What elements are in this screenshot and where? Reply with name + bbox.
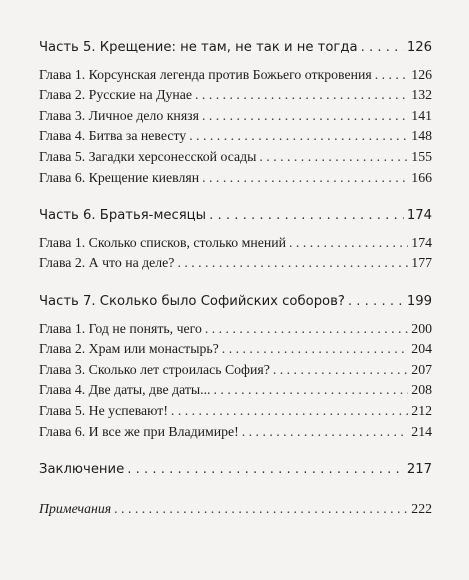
page-number: 200 [411, 320, 432, 336]
dot-leader [205, 319, 408, 340]
part-title: Часть 6. Братья-месяцы [39, 208, 207, 224]
part-title: Часть 7. Сколько было Софийских соборов? [39, 293, 345, 309]
page-number: 217 [406, 462, 432, 478]
page-number: 214 [411, 423, 432, 439]
dot-leader [273, 360, 408, 381]
page-number: 212 [411, 402, 432, 418]
chapter-title: Глава 4. Две даты, две даты... [39, 382, 211, 398]
dot-leader [209, 206, 404, 227]
dot-leader [202, 106, 408, 127]
toc-chapter [39, 253, 432, 274]
toc-chapter [39, 401, 432, 422]
dot-leader [189, 126, 408, 147]
dot-leader [289, 233, 408, 254]
dot-leader [375, 65, 409, 86]
dot-leader [214, 380, 409, 401]
page-number: 177 [411, 255, 432, 271]
chapter-title: Глава 4. Битва за невесту [39, 128, 187, 144]
page-number: 155 [411, 148, 432, 164]
dot-leader [222, 339, 409, 360]
chapter-title: Глава 1. Сколько списков, столько мнений [39, 234, 287, 250]
chapter-title: Глава 2. Русские на Дунае [39, 87, 193, 103]
toc-conclusion [39, 460, 432, 481]
chapter-title: Глава 6. И все же при Владимире! [39, 423, 239, 439]
dot-leader [242, 422, 409, 443]
dot-leader [348, 292, 404, 313]
dot-leader [171, 401, 408, 422]
toc-chapter [39, 106, 432, 127]
toc-part-7 [39, 292, 432, 313]
toc-chapter [39, 319, 432, 340]
dot-leader [127, 460, 404, 481]
page-number: 148 [411, 128, 432, 144]
page-number: 174 [411, 234, 432, 250]
chapter-title: Глава 3. Личное дело князя [39, 107, 199, 123]
chapter-title: Глава 5. Не успевают! [39, 402, 168, 418]
toc-chapter [39, 380, 432, 401]
toc-chapter [39, 168, 432, 189]
toc-part-5 [39, 38, 432, 59]
page-number: 132 [411, 87, 432, 103]
dot-leader [259, 147, 408, 168]
table-of-contents [39, 38, 432, 519]
toc-chapter [39, 85, 432, 106]
toc-notes [39, 499, 432, 520]
part-title: Часть 5. Крещение: не там, не так и не тогда [39, 40, 358, 55]
conclusion-title: Заключение [39, 462, 125, 478]
page-number: 199 [406, 293, 432, 309]
dot-leader [177, 253, 408, 274]
toc-part-6 [39, 206, 432, 227]
page-number: 204 [411, 341, 432, 357]
toc-chapter [39, 233, 432, 254]
page-number: 166 [411, 169, 432, 185]
page-number: 126 [411, 66, 432, 82]
toc-chapter [39, 126, 432, 147]
chapter-title: Глава 1. Год не понять, чего [39, 320, 202, 336]
page-number: 174 [406, 208, 432, 224]
page-number: 222 [411, 500, 432, 516]
toc-chapter [39, 360, 432, 381]
chapter-title: Глава 2. А что на деле? [39, 255, 175, 271]
chapter-title: Глава 2. Храм или монастырь? [39, 341, 219, 357]
dot-leader [114, 499, 408, 520]
chapter-title: Глава 1. Корсунская легенда против Божьего откровения [39, 66, 372, 82]
dot-leader [202, 168, 408, 189]
page-number: 207 [411, 361, 432, 377]
dot-leader [195, 85, 408, 106]
dot-leader [361, 38, 404, 59]
toc-chapter [39, 65, 432, 86]
page-number: 126 [406, 40, 432, 55]
toc-chapter [39, 422, 432, 443]
chapter-title: Глава 5. Загадки херсонесской осады [39, 148, 257, 164]
page-number: 208 [411, 382, 432, 398]
chapter-title: Глава 6. Крещение киевлян [39, 169, 200, 185]
toc-chapter [39, 147, 432, 168]
toc-chapter [39, 339, 432, 360]
page-number: 141 [411, 107, 432, 123]
chapter-title: Глава 3. Сколько лет строилась София? [39, 361, 270, 377]
notes-title: Примечания [39, 500, 112, 516]
